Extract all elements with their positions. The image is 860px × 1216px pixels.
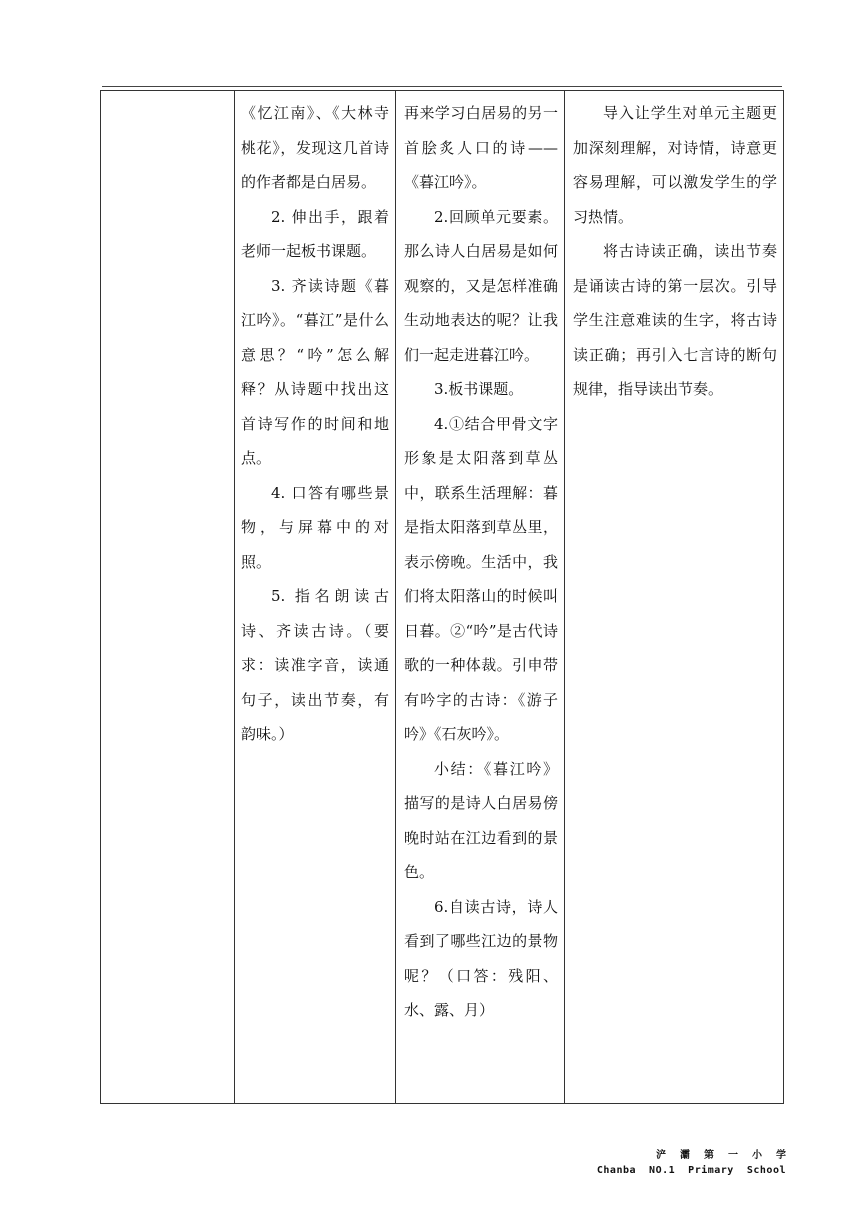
school-name-en: Chanba NO.1 Primary School	[596, 1165, 786, 1176]
teacher-paragraph-2: 2.回顾单元要素。那么诗人白居易是如何观察的，又是怎样准确生动地表达的呢？让我们一起走进暮江吟。	[404, 207, 558, 364]
intent-paragraph-2: 将古诗读正确，读出节奏是诵读古诗的第一层次。引导学生注意难读的生字，将古诗读正确；再引入七言诗的断句规律，指导读出节奏。	[573, 242, 777, 398]
teacher-paragraph-5: 小结：《暮江吟》描写的是诗人白居易傍晚时站在江边看到的景色。	[404, 759, 558, 881]
header-rule	[102, 86, 782, 87]
school-footer	[596, 1146, 800, 1176]
table-row	[101, 91, 784, 1104]
student-paragraph-2: 2. 伸出手，跟着老师一起板书课题。	[241, 207, 389, 260]
teacher-paragraph-1: 再来学习白居易的另一首脍炙人口的诗——《暮江吟》。	[404, 104, 558, 191]
teacher-paragraph-3: 3.板书课题。	[434, 380, 524, 398]
teacher-paragraph-6: 6.自读古诗，诗人看到了哪些江边的景物呢？（口答：残阳、水、露、月）	[404, 897, 558, 1019]
stage-cell	[101, 91, 235, 1104]
teacher-paragraph-4: 4.①结合甲骨文字形象是太阳落到草丛中，联系生活理解：暮是指太阳落到草丛里，表示傍晚。生活中，我们将太阳落山的时候叫日暮。②“吟”是古代诗歌的一种体裁。引申带有吟字的古诗：《游子吟》《石灰吟》。	[404, 414, 558, 743]
teacher-activity-cell	[396, 91, 565, 1104]
student-paragraph-3: 3. 齐读诗题《暮江吟》。“暮江”是什么意思？“吟”怎么解释？从诗题中找出这首诗写作的时间和地点。	[241, 276, 389, 467]
student-paragraph-5: 5. 指名朗读古诗、齐读古诗。（要求：读准字音，读通句子，读出节奏，有韵味。）	[241, 587, 389, 743]
design-intent-cell	[565, 91, 784, 1104]
student-activity-cell	[235, 91, 396, 1104]
student-paragraph-4: 4. 口答有哪些景物，与屏幕中的对照。	[241, 483, 389, 571]
student-paragraph-1: 《忆江南》、《大林寺桃花》，发现这几首诗的作者都是白居易。	[241, 104, 389, 191]
lesson-plan-table	[100, 90, 784, 1104]
school-name-cn: 浐灞第一小学	[656, 1150, 800, 1161]
intent-paragraph-1: 导入让学生对单元主题更加深刻理解，对诗情，诗意更容易理解，可以激发学生的学习热情。	[573, 104, 777, 226]
